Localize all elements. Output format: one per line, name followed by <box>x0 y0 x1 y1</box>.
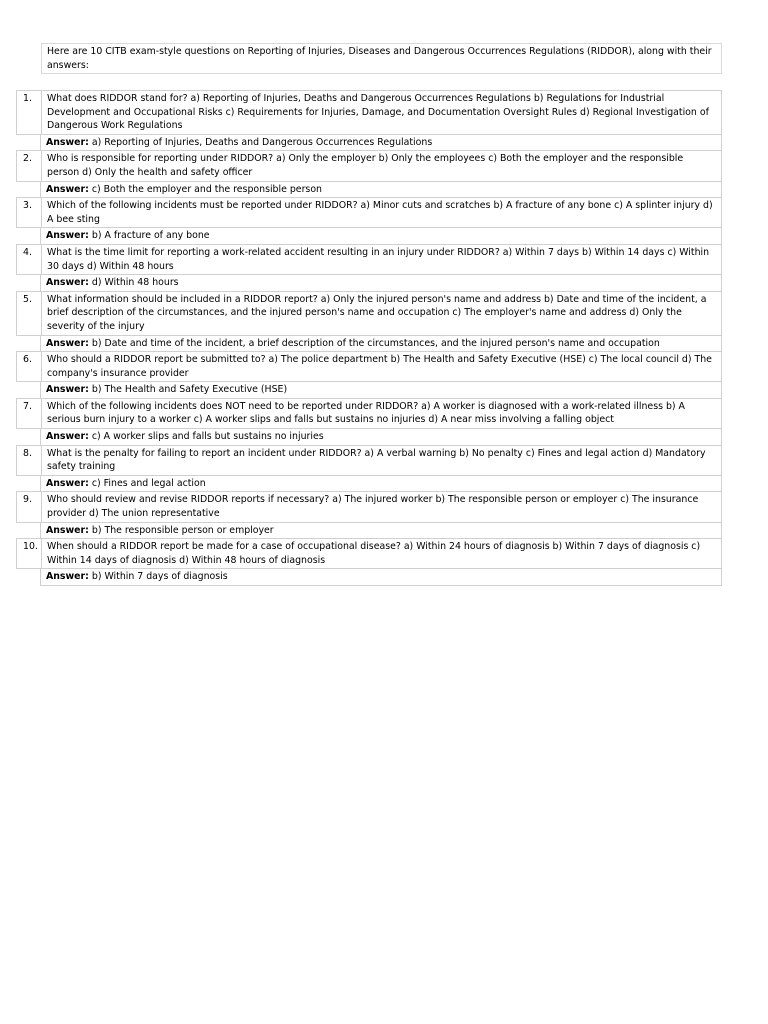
question-number: 4. <box>23 246 32 258</box>
answer-text: b) Date and time of the incident, a brief description of the circumstances, and the injured person's name and occupation <box>91 337 660 349</box>
question-text: Who is responsible for reporting under RIDDOR? a) Only the employer b) Only the employees c) Both the employer and the responsible person d) Only the health and safety officer <box>41 151 721 180</box>
question-text: Which of the following incidents must be reported under RIDDOR? a) Minor cuts and scratches b) A fracture of any bone c) A splinter injury d) A bee sting <box>41 198 721 227</box>
answer-text: b) The Health and Safety Executive (HSE) <box>91 384 288 396</box>
answer-row <box>40 523 722 540</box>
question-number: 5. <box>23 293 32 305</box>
question-number: 6. <box>23 354 32 366</box>
answer-label: Answer: <box>46 230 89 242</box>
answer-label: Answer: <box>46 136 89 148</box>
question-number: 9. <box>23 494 32 506</box>
answer-row <box>40 135 722 152</box>
question-row <box>16 538 722 569</box>
question-row <box>16 291 722 336</box>
qa-list <box>16 90 722 586</box>
question-number: 10. <box>23 541 38 553</box>
question-row <box>16 491 722 522</box>
answer-row <box>40 182 722 199</box>
answer-text: b) Within 7 days of diagnosis <box>91 571 228 583</box>
answer-row <box>40 275 722 292</box>
answer-text: b) The responsible person or employer <box>91 524 274 536</box>
question-row <box>16 398 722 429</box>
answer-text: a) Reporting of Injuries, Deaths and Dangerous Occurrences Regulations <box>91 136 433 148</box>
answer-row <box>40 336 722 353</box>
answer-text: b) A fracture of any bone <box>91 230 210 242</box>
intro-text: Here are 10 CITB exam-style questions on Reporting of Injuries, Diseases and Dangerous Occurrences Regulations (RIDDOR), along with their answers: <box>41 43 722 74</box>
answer-label: Answer: <box>46 431 89 443</box>
question-row <box>16 244 722 275</box>
question-row <box>16 90 722 135</box>
question-row <box>16 445 722 476</box>
answer-text: d) Within 48 hours <box>91 277 179 289</box>
answer-text: c) Both the employer and the responsible person <box>91 183 322 195</box>
question-number: 2. <box>23 153 32 165</box>
answer-label: Answer: <box>46 477 89 489</box>
answer-row <box>40 569 722 586</box>
question-row <box>16 351 722 382</box>
question-text: What is the time limit for reporting a work-related accident resulting in an injury under RIDDOR? a) Within 7 days b) Within 14 days c) Within 30 days d) Within 48 hours <box>41 245 721 274</box>
answer-row <box>40 228 722 245</box>
question-number: 8. <box>23 447 32 459</box>
answer-label: Answer: <box>46 183 89 195</box>
answer-row <box>40 382 722 399</box>
question-text: What is the penalty for failing to report an incident under RIDDOR? a) A verbal warning b) No penalty c) Fines and legal action d) Mandatory safety training <box>41 446 721 475</box>
question-text: What does RIDDOR stand for? a) Reporting of Injuries, Deaths and Dangerous Occurrences Regulations b) Regulations for Industrial Development and Occupational Risks c) Requirements for Injuries, Damage, and Documentation Oversight Rules d) Regional Investigation of Dangerous Work Regulations <box>41 91 721 134</box>
answer-text: c) A worker slips and falls but sustains no injuries <box>91 431 324 443</box>
question-text: What information should be included in a RIDDOR report? a) Only the injured person's name and address b) Date and time of the incident, a brief description of the circumstances, and the injured person's name and occupation c) The employer's name and address d) Only the severity of the injury <box>41 292 721 335</box>
question-row <box>16 150 722 181</box>
question-number: 1. <box>23 93 32 104</box>
answer-label: Answer: <box>46 337 89 349</box>
answer-label: Answer: <box>46 384 89 396</box>
question-text: When should a RIDDOR report be made for a case of occupational disease? a) Within 24 hours of diagnosis b) Within 7 days of diagnosis c) Within 14 days of diagnosis d) Within 48 hours of diagnosis <box>41 539 721 568</box>
question-number: 3. <box>23 200 32 212</box>
answer-row <box>40 429 722 446</box>
question-text: Who should review and revise RIDDOR reports if necessary? a) The injured worker b) The responsible person or employer c) The insurance provider d) The union representative <box>41 492 721 521</box>
question-number: 7. <box>23 400 32 412</box>
answer-label: Answer: <box>46 571 89 583</box>
question-text: Which of the following incidents does NOT need to be reported under RIDDOR? a) A worker is diagnosed with a work-related illness b) A serious burn injury to a worker c) A worker slips and falls but sustains no injuries d) A near miss involving a falling object <box>41 399 721 428</box>
question-text: Who should a RIDDOR report be submitted to? a) The police department b) The Health and Safety Executive (HSE) c) The local council d) The company's insurance provider <box>41 352 721 381</box>
answer-label: Answer: <box>46 524 89 536</box>
answer-row <box>40 476 722 493</box>
question-row <box>16 197 722 228</box>
answer-text: c) Fines and legal action <box>91 477 206 489</box>
answer-label: Answer: <box>46 277 89 289</box>
